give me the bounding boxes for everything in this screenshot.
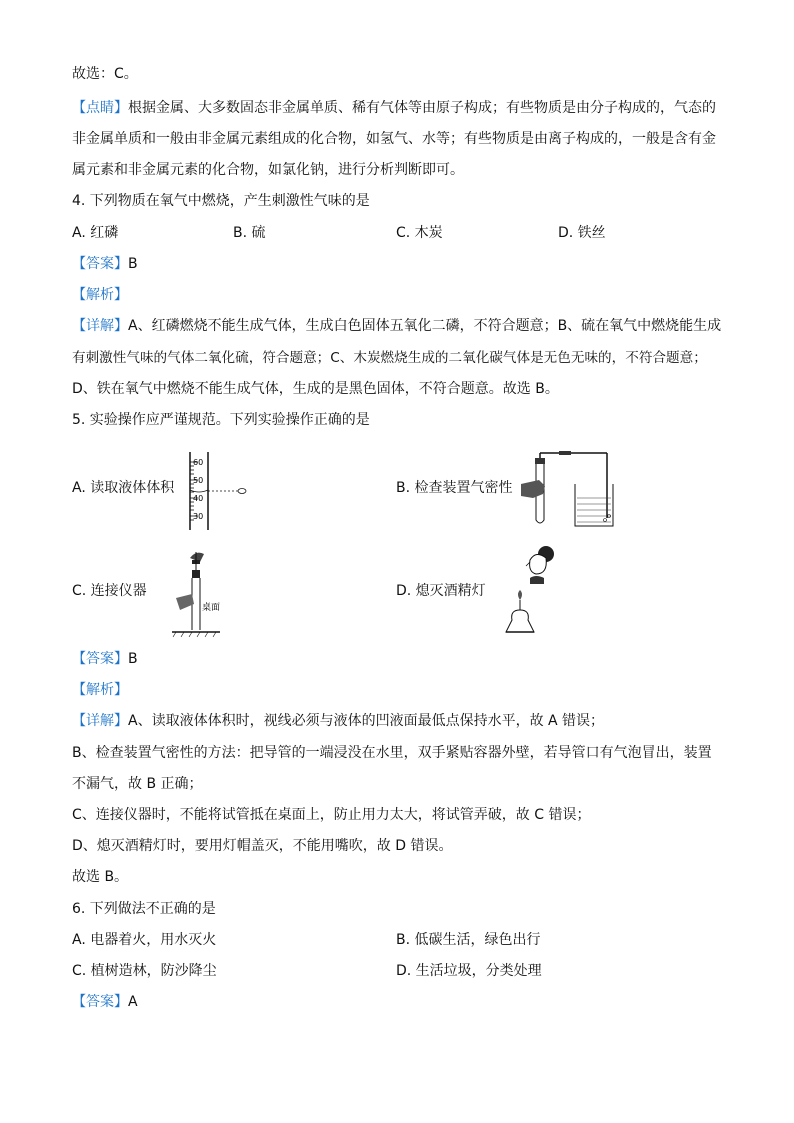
eye-icon: [238, 489, 246, 494]
answer-tag: 【答案】: [72, 994, 128, 1010]
q5-conclusion: 故选 B。: [72, 869, 129, 885]
q5-detail-line-5: D、熄灭酒精灯时，要用灯帽盖灭，不能用嘴吹，故 D 错误。: [72, 838, 453, 854]
hand-icon: [176, 594, 194, 610]
analysis-tag: 【解析】: [72, 682, 128, 698]
detail-text-1: A、红磷燃烧不能生成气体，生成白色固体五氧化二磷，不符合题意；B、硫在氧气中燃烧能生成: [128, 318, 722, 334]
answer-value: B: [128, 256, 138, 272]
q6-option-b: B. 低碳生活，绿色出行: [396, 932, 541, 948]
q3-tip-line-2: 非金属单质和一般由非金属元素组成的化合物，如氢气、水等；有些物质是由离子构成的，一般是含有金: [72, 131, 716, 147]
q5-analysis: [72, 680, 128, 700]
q4-option-a: A. 红磷: [72, 225, 119, 241]
q5-option-a: A. 读取液体体积: [72, 480, 175, 496]
cylinder-tick-60: 60: [193, 458, 204, 467]
q3-conclusion: 故选：C。: [72, 66, 138, 82]
q5-option-c: C. 连接仪器: [72, 583, 147, 599]
q4-detail-line-1: [72, 316, 721, 336]
detail-tag: 【详解】: [72, 713, 128, 729]
answer-value: B: [128, 651, 138, 667]
analysis-tag: 【解析】: [72, 287, 128, 303]
cylinder-tick-50: 50: [193, 476, 204, 485]
table-label: 桌面: [202, 603, 221, 613]
q4-stem: 4. 下列物质在氧气中燃烧，产生刺激性气味的是: [72, 193, 370, 209]
answer-tag: 【答案】: [72, 651, 128, 667]
graduated-cylinder-figure: [184, 450, 252, 532]
q6-answer: [72, 992, 138, 1012]
answer-tag: 【答案】: [72, 256, 128, 272]
q5-stem: 5. 实验操作应严谨规范。下列实验操作正确的是: [72, 412, 370, 428]
cylinder-tick-30: 30: [193, 512, 204, 521]
q5-detail-line-2: B、检查装置气密性的方法：把导管的一端浸没在水里，双手紧贴容器外壁，若导管口有气泡冒出，装置: [72, 745, 712, 761]
q5-answer: [72, 649, 138, 669]
q4-answer: [72, 254, 138, 274]
q4-option-c: C. 木炭: [396, 225, 443, 241]
alcohol-lamp-figure: [500, 544, 562, 638]
q4-detail-line-3: D、铁在氧气中燃烧不能生成气体，生成的是黑色固体，不符合题意。故选 B。: [72, 381, 559, 397]
hand-icon: [521, 480, 545, 498]
q4-detail-line-2: 有刺激性气味的气体二氧化硫，符合题意；C、木炭燃烧生成的二氧化碳气体是无色无味的，不符合题意；: [72, 350, 707, 366]
q4-option-b: B. 硫: [233, 225, 266, 241]
tip-text-1: 根据金属、大多数固态非金属单质、稀有气体等由原子构成；有些物质是由分子构成的，气态的: [128, 100, 716, 116]
q4-option-d: D. 铁丝: [558, 225, 606, 241]
tip-tag: 【点睛】: [72, 100, 128, 116]
q6-option-d: D. 生活垃圾，分类处理: [396, 963, 542, 979]
q5-detail-line-3: 不漏气，故 B 正确；: [72, 776, 203, 792]
detail-tag: 【详解】: [72, 318, 128, 334]
q5-option-d: D. 熄灭酒精灯: [396, 583, 486, 599]
q3-tip-line-3: 属元素和非金属元素的化合物，如氯化钠，进行分析判断即可。: [72, 162, 464, 178]
q5-detail-line-4: C、连接仪器时，不能将试管抵在桌面上，防止用力太大，将试管弄破，故 C 错误；: [72, 807, 591, 823]
q5-detail-line-1: [72, 711, 604, 731]
q3-tip-line-1: [72, 98, 716, 118]
q6-option-c: C. 植树造林，防沙降尘: [72, 963, 217, 979]
q6-option-a: A. 电器着火，用水灭火: [72, 932, 217, 948]
q4-analysis: [72, 285, 128, 305]
cylinder-tick-40: 40: [193, 494, 204, 503]
detail-text-1: A、读取液体体积时，视线必须与液体的凹液面最低点保持水平，故 A 错误；: [128, 713, 605, 729]
answer-value: A: [128, 994, 138, 1010]
airtightness-check-figure: [515, 450, 615, 530]
q6-stem: 6. 下列做法不正确的是: [72, 901, 216, 917]
q5-option-b: B. 检查装置气密性: [396, 480, 513, 496]
connecting-apparatus-figure: [170, 548, 240, 638]
